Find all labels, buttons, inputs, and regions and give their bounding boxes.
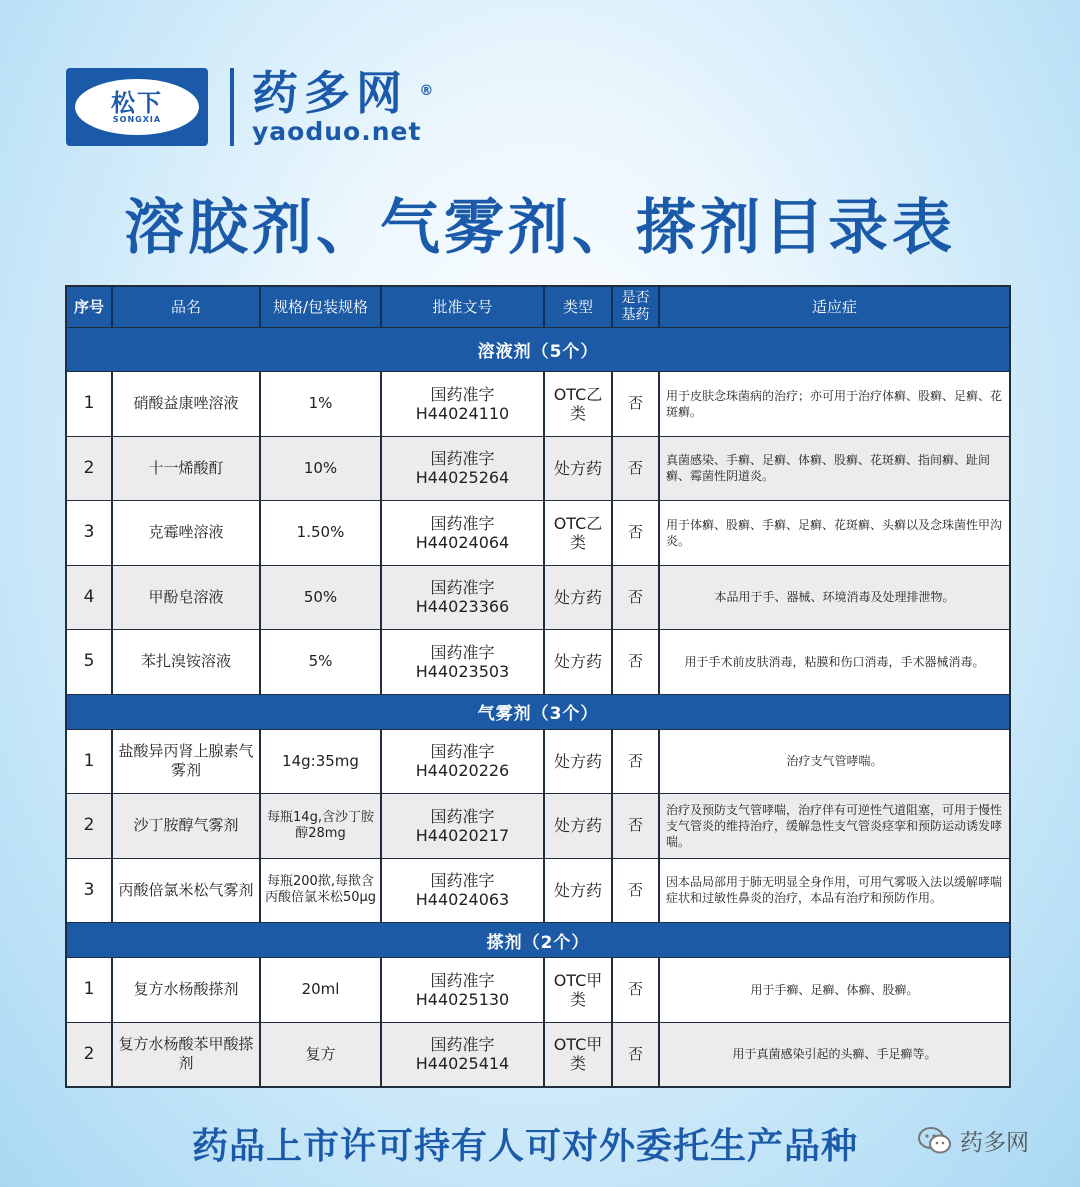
spec-cell: 1.50% [259,501,380,565]
header-cell: 规格/包装规格 [259,287,380,327]
product-name-cell: 复方水杨酸苯甲酸搽剂 [111,1023,259,1087]
table-row [67,1022,1009,1087]
logo-divider [230,68,234,146]
product-name-cell: 盐酸异丙肾上腺素气雾剂 [111,730,259,794]
drug-type-cell: OTC乙类 [543,372,611,436]
indication-cell: 用于手癣、足癣、体癣、股癣。 [658,958,1009,1022]
footer-text: 药品上市许可持有人可对外委托生产品种 [192,1126,859,1167]
indication-cell: 用于真菌感染引起的头癣、手足癣等。 [658,1023,1009,1087]
table-row [67,858,1009,923]
page-title: 溶胶剂、气雾剂、搽剂目录表 [124,193,956,263]
indication-cell: 治疗支气管哮喘。 [658,730,1009,794]
approval-number-cell: 国药准字H44025130 [380,958,543,1022]
table-row [67,793,1009,858]
row-number-cell: 2 [83,815,95,836]
drug-type-cell: OTC甲类 [543,1023,611,1087]
essential-drug-cell: 否 [611,1023,658,1087]
essential-drug-cell: 否 [611,437,658,501]
catalog-table [65,285,1011,1088]
product-name-cell: 甲酚皂溶液 [111,566,259,630]
spec-cell: 每瓶14g,含沙丁胺醇28mg [259,794,380,858]
header-cell: 适应症 [658,287,1009,327]
approval-number-cell: 国药准字H44024064 [380,501,543,565]
drug-type-cell: OTC乙类 [543,501,611,565]
brand-cn: 药多网 ® [252,66,440,120]
row-number-cell: 2 [83,457,95,478]
brand [252,66,440,146]
row-number-cell: 1 [83,750,95,771]
approval-number-cell: 国药准字H44020217 [380,794,543,858]
header-cell: 批准文号 [380,287,543,327]
wechat-account [918,1124,1029,1157]
spec-cell: 14g:35mg [259,730,380,794]
spec-cell: 5% [259,630,380,694]
product-name-cell: 硝酸益康唑溶液 [111,372,259,436]
header-cell: 序号 [73,297,104,316]
essential-drug-cell: 否 [611,566,658,630]
table-row [67,436,1009,501]
logo-en-text: SONGXIA [112,114,162,124]
spec-cell: 20ml [259,958,380,1022]
table-row [67,500,1009,565]
section-header: 溶液剂（5个） [67,327,1009,371]
row-number-cell: 3 [83,522,95,543]
table-row [67,957,1009,1022]
drug-type-cell: 处方药 [543,859,611,923]
product-name-cell: 沙丁胺醇气雾剂 [111,794,259,858]
essential-drug-cell: 否 [611,859,658,923]
row-number-cell: 4 [83,586,95,607]
indication-cell: 真菌感染、手癣、足癣、体癣、股癣、花斑癣、指间癣、趾间癣、霉菌性阴道炎。 [658,437,1009,501]
spec-cell: 1% [259,372,380,436]
spec-cell: 10% [259,437,380,501]
table-row [67,729,1009,794]
indication-cell: 用于皮肤念珠菌病的治疗；亦可用于治疗体癣、股癣、足癣、花斑癣。 [658,372,1009,436]
table-row [67,629,1009,694]
row-number-cell: 2 [83,1043,95,1064]
wechat-icon [918,1127,952,1155]
essential-drug-cell: 否 [611,730,658,794]
product-name-cell: 十一烯酸酊 [111,437,259,501]
approval-number-cell: 国药准字H44025414 [380,1023,543,1087]
drug-type-cell: 处方药 [543,730,611,794]
spec-cell: 每瓶200揿,每揿含丙酸倍氯米松50μg [259,859,380,923]
header-logo [66,66,440,148]
indication-cell: 用于手术前皮肤消毒，粘膜和伤口消毒，手术器械消毒。 [658,630,1009,694]
approval-number-cell: 国药准字H44025264 [380,437,543,501]
header-cell: 是否基药 [611,287,658,327]
essential-drug-cell: 否 [611,372,658,436]
product-name-cell: 苯扎溴铵溶液 [111,630,259,694]
row-number-cell: 5 [83,651,95,672]
spec-cell: 50% [259,566,380,630]
approval-number-cell: 国药准字H44020226 [380,730,543,794]
table-row [67,565,1009,630]
approval-number-cell: 国药准字H44024110 [380,372,543,436]
drug-type-cell: 处方药 [543,794,611,858]
essential-drug-cell: 否 [611,958,658,1022]
header-cell: 品名 [111,287,259,327]
approval-number-cell: 国药准字H44023366 [380,566,543,630]
row-number-cell: 3 [83,879,95,900]
drug-type-cell: OTC甲类 [543,958,611,1022]
songxia-logo [66,68,208,146]
table-row [67,371,1009,436]
table-header-row [67,287,1009,327]
spec-cell: 复方 [259,1023,380,1087]
indication-cell: 用于体癣、股癣、手癣、足癣、花斑癣、头癣以及念珠菌性甲沟炎。 [658,501,1009,565]
indication-cell: 本品用于手、器械、环境消毒及处理排泄物。 [658,566,1009,630]
drug-type-cell: 处方药 [543,630,611,694]
product-name-cell: 复方水杨酸搽剂 [111,958,259,1022]
essential-drug-cell: 否 [611,501,658,565]
logo-cn-text: 松下 [111,88,163,117]
indication-cell: 因本品局部用于肺无明显全身作用，可用气雾吸入法以缓解哮喘症状和过敏性鼻炎的治疗，本品有治疗和预防作用。 [658,859,1009,923]
header-cell: 类型 [543,287,611,327]
row-number-cell: 1 [83,393,95,414]
product-name-cell: 丙酸倍氯米松气雾剂 [111,859,259,923]
indication-cell: 治疗及预防支气管哮喘，治疗伴有可逆性气道阻塞，可用于慢性支气管炎的维持治疗，缓解急性支气管炎痉挛和预防运动诱发哮喘。 [658,794,1009,858]
drug-type-cell: 处方药 [543,566,611,630]
product-name-cell: 克霉唑溶液 [111,501,259,565]
section-header: 搽剂（2个） [67,922,1009,957]
row-number-cell: 1 [83,979,95,1000]
drug-type-cell: 处方药 [543,437,611,501]
wechat-name: 药多网 [960,1130,1029,1156]
essential-drug-cell: 否 [611,630,658,694]
approval-number-cell: 国药准字H44023503 [380,630,543,694]
approval-number-cell: 国药准字H44024063 [380,859,543,923]
section-header: 气雾剂（3个） [67,694,1009,729]
essential-drug-cell: 否 [611,794,658,858]
brand-en: yaoduo.net [252,117,422,146]
